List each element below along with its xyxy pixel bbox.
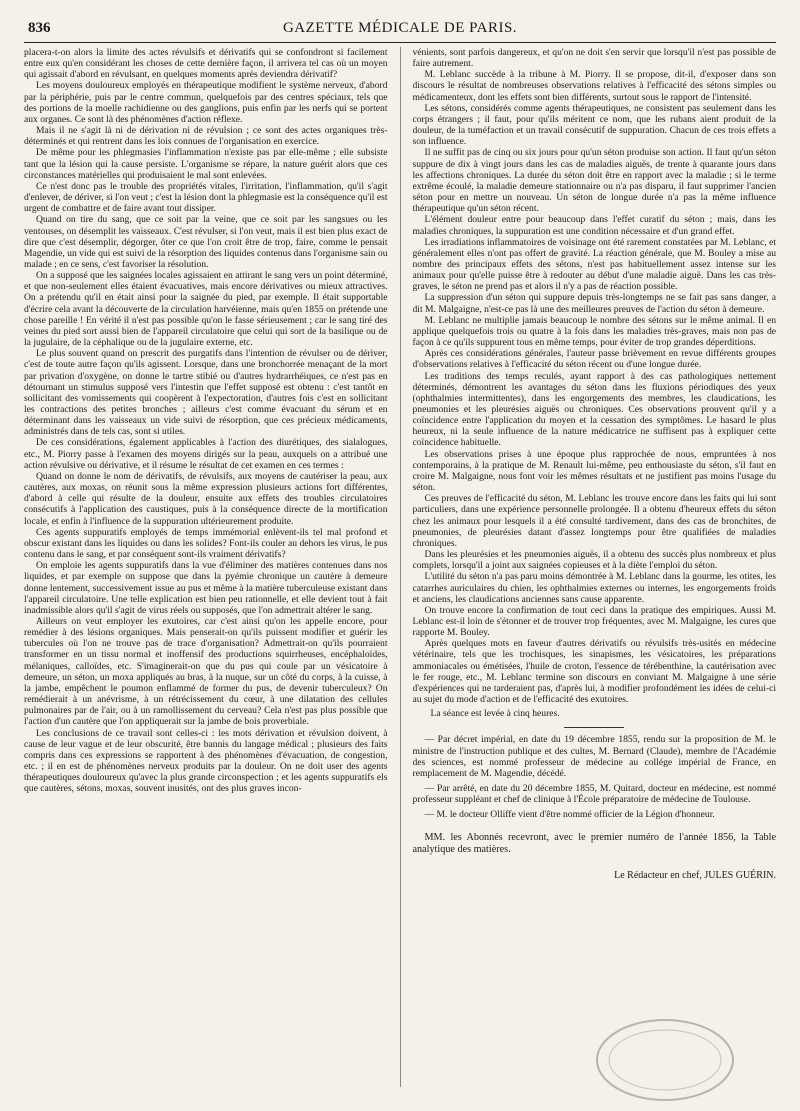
journal-title: GAZETTE MÉDICALE DE PARIS. — [282, 20, 518, 36]
paragraph: Quand on donne le nom de dérivatifs, de révulsifs, aux moyens de cautériser la peau, aux cautères, aux moxas, on réunit sous la même expression plusieurs actions fort différentes, d'abord à celle qui résulte de la douleur, ensuite aux effets des troubles circulatoires consécutifs à l'application des caustiques, puis à la conséquence directe de la mortification locale, et enfin à l'influence de la suppuration ultérieurement produite. — [24, 470, 388, 527]
paragraph: Dans les pleurésies et les pneumonies aiguës, il a obtenu des succès plus nombreux et plus complets, lorsqu'il a joint aux saignées copieuses et à la diète l'emploi du séton. — [412, 549, 777, 572]
paragraph: De ces considérations, également applicables à l'action des diurétiques, des sialalogues, etc., M. Piorry passe à l'examen des moyens dirigés sur la peau, auxquels on a attribué une action révulsive ou dérivative, et il résume le résultat de cet examen en ces termes : — [24, 437, 388, 471]
paragraph: L'utilité du séton n'a pas paru moins démontrée à M. Leblanc dans la gourme, les otites, les catarrhes auriculaires du chien, les ophthalmies externes ou internes, les engorgements froids et anciens, les claudications anciennes sans cause apparente. — [412, 571, 777, 605]
columns — [24, 47, 776, 1087]
paragraph: Il ne suffit pas de cinq ou six jours pour qu'un séton produise son action. Il faut qu'un séton suppure de dix à vingt jours dans les cas de maladies aiguës, de trente à quarante jours dans les affections chroniques. La durée du séton doit être en rapport avec la maladie ; si le terme extrême écoulé, la maladie demeure stationnaire ou n'a pas disparu, il faut supprimer l'ancien séton pour en mettre un nouveau. Un séton de longue durée n'a pas la même influence thérapeutique qu'un séton récent. — [412, 147, 777, 215]
paragraph: Après ces considérations générales, l'auteur passe brièvement en revue différents groupes d'observations relatives à l'efficacité du séton récent ou d'une longue durée. — [412, 348, 777, 371]
paragraph: Mais il ne s'agit là ni de dérivation ni de révulsion ; ce sont des actes organiques très-déterminés et qui rentrent dans les lois connues de l'organisation en exercice. — [24, 125, 388, 148]
paragraph: Les conclusions de ce travail sont celles-ci : les mots dérivation et révulsion doivent, à cause de leur vague et de leur obscurité, être bannis du langage médical ; plusieurs des faits compris dans ces expressions se rapportent à des phénomènes d'évacuation, de congestion, etc. ; il en est de phénomènes nerveux produits par la douleur. On ne doit user des agents thérapeutiques douloureux qu'avec la plus grande circonspection ; et les agents suppuratifs els que cautères, sétons, moxas, souvent inusités, ont des plus graves incon- — [24, 727, 388, 795]
paragraph: Ces agents suppuratifs employés de temps immémorial enlèvent-ils tel mal profond et obscur existant dans les liquides ou dans les solides? Font-ils couler au dehors les virus, le pus contenu dans le sang, et par conséquent sont-ils vraiment dérivatifs? — [24, 526, 388, 561]
right-column — [413, 47, 777, 1087]
paragraph: Ailleurs on veut employer les exutoires, car c'est ainsi qu'on les appelle encore, pour remédier à des lésions organiques. Mais penserait-on qu'ils puissent modifier et guérir les tubercules où l'on ne trouve pas de trace d'organisation? Admettrait-on qu'ils pourraient transformer en un tissu normal et inoffensif des productions squirrheuses, encéphaloïdes, mélaniques, calloïdes, etc. S'imaginerait-on que du pus qui coule par un vésicatoire à demeure, un séton, un moxa appliqués au bras, à la nuque, sur un côté du corps, à la cuisse, à la jambe, empêchent le poumon enflammé de former du pus, de devenir tuberculeux? On remédierait à un anévrisme, à un rétrécissement du cœur, à une dilatation des cellules pulmonaires par de l'air, ou à un ramollissement du cerveau? Cela n'est pas plus possible que l'action d'un cautère que l'on appliquerait sur la jambe de bois proverbiale. — [24, 615, 388, 728]
paragraph: On emploie les agents suppuratifs dans la vue d'éliminer des matières contenues dans nos liquides, et par exemple on suppose que dans la pyémie chronique un cautère à demeure donne lentement, successivement issue au pus et même à la matière tuberculeuse existant dans l'appareil circulatoire. Une telle explication est bien peu rationnelle, et elle devient tout à fait inadmissible alors qu'il s'agit de virus réels ou supposés, que l'on admettrait altérer le sang. — [24, 560, 388, 616]
paragraph: — Par arrêté, en date du 20 décembre 1855, M. Quitard, docteur en médecine, est nommé professeur suppléant et chef de clinique à l'École préparatoire de médecine de Toulouse. — [412, 783, 777, 806]
page-header — [24, 18, 776, 43]
paragraph: M. Leblanc succède à la tribune à M. Piorry. Il se propose, dit-il, d'exposer dans son discours le résultat de nombreuses observations relatives à l'efficacité des sétons simples ou médicamenteux, dont les effets sont bien différents, surtout sous le rapport de l'intensité. — [412, 69, 777, 103]
column-divider — [400, 47, 401, 1087]
paragraph: Les irradiations inflammatoires de voisinage ont été rarement constatées par M. Leblanc, et généralement elles n'ont pas offert de gravité. La réaction générale, que M. Bouley a mise au nombre des principaux effets des sétons, n'est pas habituellement assez intense sur les animaux pour qu'elle puisse être à redouter au début d'une maladie aiguë. Dans les cas très-graves, le séton ne prend pas et alors il n'y a pas de réaction possible. — [412, 236, 777, 293]
paragraph: M. Leblanc ne multiplie jamais beaucoup le nombre des sétons sur le même animal. Il en applique quelquefois trois ou quatre à la fois dans les maladies très-graves, mais non pas de façon à ce qu'ils suppurent tous en même temps, pour éviter de trop grandes déperditions. — [412, 314, 777, 349]
paragraph: La suppression d'un séton qui suppure depuis très-longtemps ne se fait pas sans danger, a dit M. Malgaigne, n'est-ce pas là une des meilleures preuves de l'action du séton à demeure. — [412, 292, 777, 315]
paragraph: Ces preuves de l'efficacité du séton, M. Leblanc les trouve encore dans les faits qui lui sont particuliers, dans une expérience personnelle prolongée. Il a obtenu d'heureux effets du séton chez les animaux pour lesquels il a été consulté tardivement, dans des cas de bronchites, de pneumonies, de pleurésies datant d'assez longtemps pour être qualifiées de maladies chroniques. — [412, 493, 777, 549]
paragraph: vénients, sont parfois dangereux, et qu'on ne doit s'en servir que lorsqu'il n'est pas possible de faire autrement. — [412, 47, 777, 70]
page-number: 836 — [28, 20, 51, 36]
paragraph: Les traditions des temps reculés, ayant rapport à des cas pathologiques nettement déterminés, démontrent les avantages du séton dans les fluxions périodiques des yeux (ophthalmies intermittentes), dans les engorgements des membres, les claudications, les pneumonies et les pleurésies aiguës ou chroniques. Ces observations prouvent qu'il y a coïncidence entre l'application du moyen et la cessation des symptômes. Le hasard le plus heureux, ni la seule influence de la nature médicatrice ne suffisent pas à expliquer cette coïncidence habituelle. — [412, 370, 777, 449]
paragraph: De même pour les phlegmasies l'inflammation n'existe pas par elle-même ; elle subsiste tant que la lésion qui la cause persiste. L'organisme se répare, la nature guérit alors que ces circonstances matérielles qui produisaient le mal sont enlevées. — [24, 147, 388, 181]
subscriber-announcement: MM. les Abonnés recevront, avec le premier numéro de l'année 1856, la Table analytique des matières. — [412, 832, 777, 856]
editor-signature: Le Rédacteur en chef, JULES GUÉRIN. — [614, 870, 777, 882]
paragraph: placera-t-on alors la limite des actes révulsifs et dérivatifs qui se confondront si facilement entre eux qu'en considérant les choses de cette dernière façon, il arrivera tel cas où un moyen qui agissait d'abord en révulsant, en quelques moments après deviendra dérivatif? — [24, 47, 388, 81]
paragraph: — M. le docteur Olliffe vient d'être nommé officier de la Légion d'honneur. — [424, 809, 715, 821]
paragraph: On a supposé que les saignées locales agissaient en attirant le sang vers un point déterminé, et que non-seulement elles étaient évacuatives, mais encore dérivatives ou mieux attractives. On a prétendu qu'il en était ainsi pour la saignée du pied, par exemple. Il était supportable d'écrire cela avant la découverte de la circulation harvéienne, mais qu'en 1855 on prétende une chose pareille ! En vérité il n'est pas possible qu'on le fasse sérieusement ; car le sang tiré des veines du pied sort aussi bien de l'appareil circulatoire que celui qui sort de la basilique ou de la jugulaire, de la céphalique ou de la jugulaire externe, etc. — [24, 270, 388, 349]
left-column — [24, 47, 388, 1087]
paragraph: Quand on tire du sang, que ce soit par la veine, que ce soit par les sangsues ou les ventouses, on désemplit les vaisseaux. C'est révulser, si l'on veut, mais il est bien plus exact de dire que c'est désemplir, dégorger, ôter ce que l'on croit être de trop, faire, comme le pensait Magendie, un vide qui est suivi de la résorption des liquides contenus dans l'organisme sain ou malade ; en ce sens, c'est favoriser la résolution. — [24, 214, 388, 270]
paragraph: Les sétons, considérés comme agents thérapeutiques, ne consistent pas seulement dans les corps étrangers ; il faut, pour qu'ils méritent ce nom, que les rubans aient produit de la douleur, de la tuméfaction et un travail consécutif de suppuration. Chacun de ces trois effets a son influence. — [412, 102, 777, 148]
paragraph: Ce n'est donc pas le trouble des propriétés vitales, l'irritation, l'inflammation, qu'il s'agit d'enlever, de dériver, si l'on veut ; c'est la lésion dont la phlegmasie est la conséquence qu'il est urgent de combattre et de faire avant tout dissiper. — [24, 180, 388, 215]
seance-closing: La séance est levée à cinq heures. — [430, 708, 560, 720]
paragraph: L'élément douleur entre pour beaucoup dans l'effet curatif du séton ; mais, dans les maladies chroniques, la suppuration est une condition nécessaire et d'un grand effet. — [412, 214, 777, 237]
section-rule — [564, 727, 624, 728]
news-notices — [413, 734, 777, 820]
paragraph: Le plus souvent quand on prescrit des purgatifs dans l'intention de révulser ou de dériver, c'est de toute autre façon qu'ils agissent. Lorsque, dans une bronchorrée menaçant de la mort par privation d'oxygène, on donne le tartre stibié ou d'autres hydrarrhéiques, ce n'est pas en détournant un stimulus supposé vers l'intestin que l'effet supposé est obtenu : c'est tantôt en sollicitant des vomissements qui coopèrent à l'expectoration, d'autres fois c'est en sollicitant les contractions des petites bronches ; ailleurs c'est comme évacuant du sérum et en déterminant dans les vaisseaux un vide suivi de résorption, que ces précieux médicaments, administrés dans de tels cas, sont si utiles. — [24, 348, 388, 438]
paragraph: Après quelques mots en faveur d'autres dérivatifs ou révulsifs très-usités en médecine vétérinaire, tels que les trochisques, les sinapismes, les vésicatoires, les préparations ammoniacales ou émétisées, l'huile de croton, l'essence de térébenthine, la cautérisation avec le fer rouge, etc., M. Leblanc termine son discours en conviant M. Malgaigne à une série d'expériences qui ne tarderaient pas, d'après lui, à modifier profondément les idées de celui-ci au sujet du mode d'action et de l'efficacité des exutoires. — [412, 638, 777, 706]
paragraph: Les observations prises à une époque plus rapprochée de nous, empruntées à nos contemporains, à la pratique de M. Renault lui-même, peu enthousiaste du séton, s'il faut en croire M. Malgaigne, nous font voir les mêmes résultats et ne justifient pas moins l'usage du séton. — [412, 448, 777, 494]
right-paragraphs — [413, 47, 777, 705]
paragraph: On trouve encore la confirmation de tout ceci dans la pratique des empiriques. Aussi M. Leblanc est-il loin de s'étonner et de trouver trop fréquentes, avec M. Malgaigne, les cures que rapporte M. Bouley. — [412, 604, 777, 639]
paragraph: — Par décret impérial, en date du 19 décembre 1855, rendu sur la proposition de M. le ministre de l'instruction publique et des cultes, M. Bernard (Claude), membre de l'Académie des sciences, est nommé professeur de médecine au collége impérial de France, en remplacement de M. Magendie, décédé. — [412, 734, 777, 779]
paragraph: Les moyens douloureux employés en thérapeutique modifient le système nerveux, d'abord par la périphérie, puis par le centre commun, quelquefois par des centres spéciaux, tels que des portions de la moelle rachidienne ou des ganglions, puis enfin par les nerfs qui se portent aux organes. Ce sont là des phénomènes d'action réflexe. — [24, 80, 388, 125]
